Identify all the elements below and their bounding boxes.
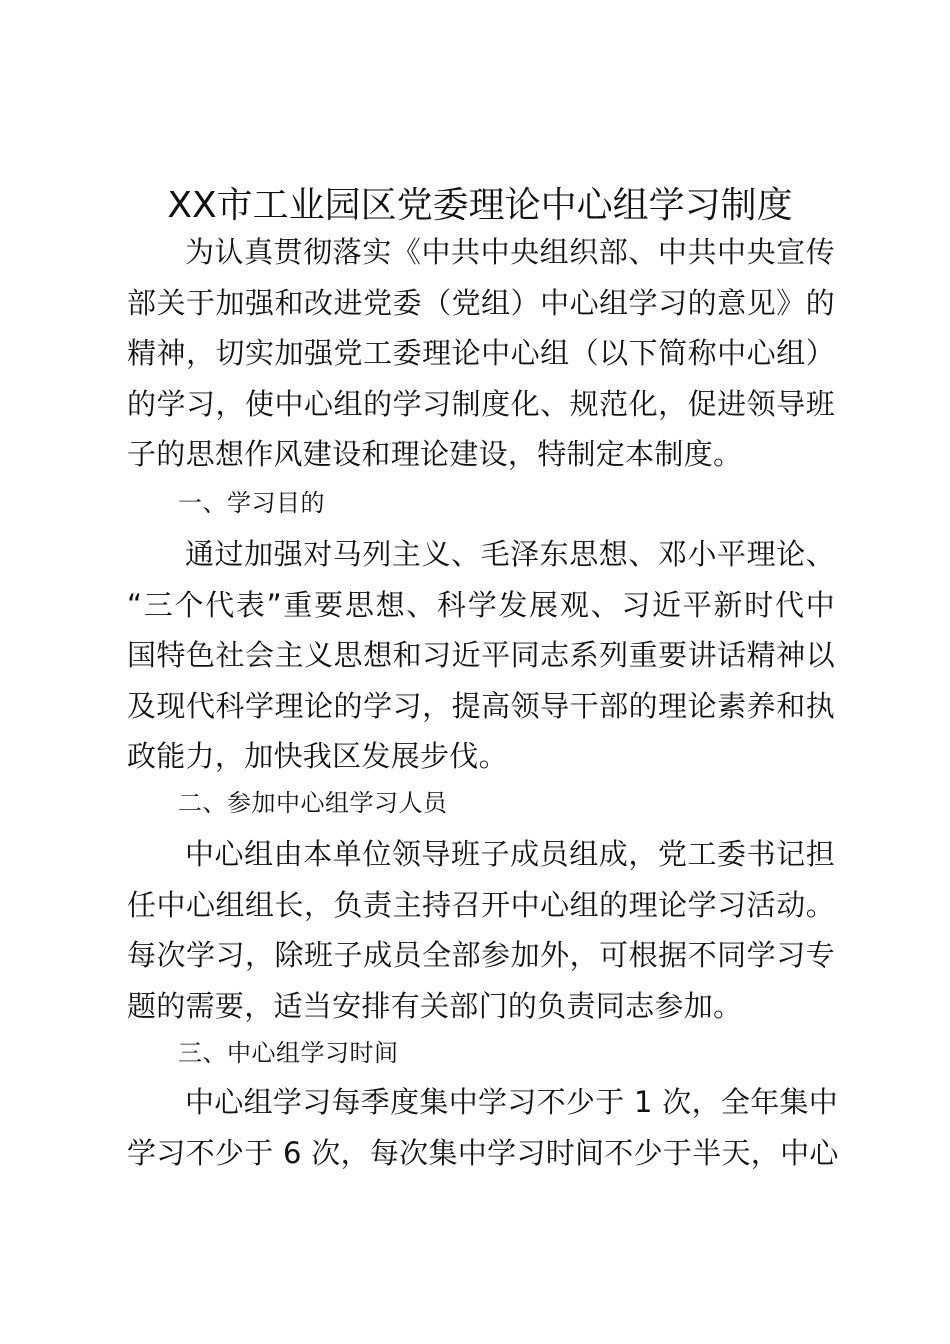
participants-paragraph (127, 829, 835, 1031)
paragraph-line: 每次学习，除班子成员全部参加外，可根据不同学习专 (127, 938, 835, 972)
paragraph-line: 子的思想作风建设和理论建设，特制定本制度。 (127, 437, 743, 471)
paragraph-line: 及现代科学理论的学习，提高领导干部的理论素养和执 (127, 688, 835, 723)
paragraph-line: 中心组由本单位领导班子成员组成，党工委书记担 (185, 837, 835, 871)
document-title: XX市工业园区党委理论中心组学习制度 (167, 185, 793, 226)
paragraph-line: “三个代表”重要思想、科学发展观、习近平新时代中 (127, 587, 835, 622)
paragraph-line: 中心组学习每季度集中学习不少于 1 次，全年集中 (185, 1085, 839, 1119)
paragraph-line: 任中心组组长，负责主持召开中心组的理论学习活动。 (127, 887, 835, 922)
schedule-paragraph (127, 1077, 839, 1178)
paragraph-line: 国特色社会主义思想和习近平同志系列重要讲话精神以 (127, 638, 835, 672)
paragraph-line: 学习不少于 6 次，每次集中学习时间不少于半天，中心 (127, 1135, 839, 1170)
section-heading-participants: 二、参加中心组学习人员 (178, 789, 448, 817)
paragraph-line: 为认真贯彻落实《中共中央组织部、中共中央宣传 (185, 235, 835, 269)
paragraph-line: 部关于加强和改进党委（党组）中心组学习的意见》的 (127, 285, 835, 320)
paragraph-line: 的学习，使中心组的学习制度化、规范化，促进领导班 (127, 386, 835, 421)
paragraph-line: 政能力，加快我区发展步伐。 (127, 739, 508, 773)
intro-paragraph (127, 227, 835, 480)
section-heading-schedule: 三、中心组学习时间 (178, 1039, 399, 1067)
purpose-paragraph (127, 529, 835, 782)
paragraph-line: 精神，切实加强党工委理论中心组（以下简称中心组） (127, 336, 835, 370)
section-heading-purpose: 一、学习目的 (178, 489, 325, 517)
paragraph-line: 题的需要，适当安排有关部门的负责同志参加。 (127, 988, 743, 1023)
paragraph-line: 通过加强对马列主义、毛泽东思想、邓小平理论、 (185, 537, 835, 571)
